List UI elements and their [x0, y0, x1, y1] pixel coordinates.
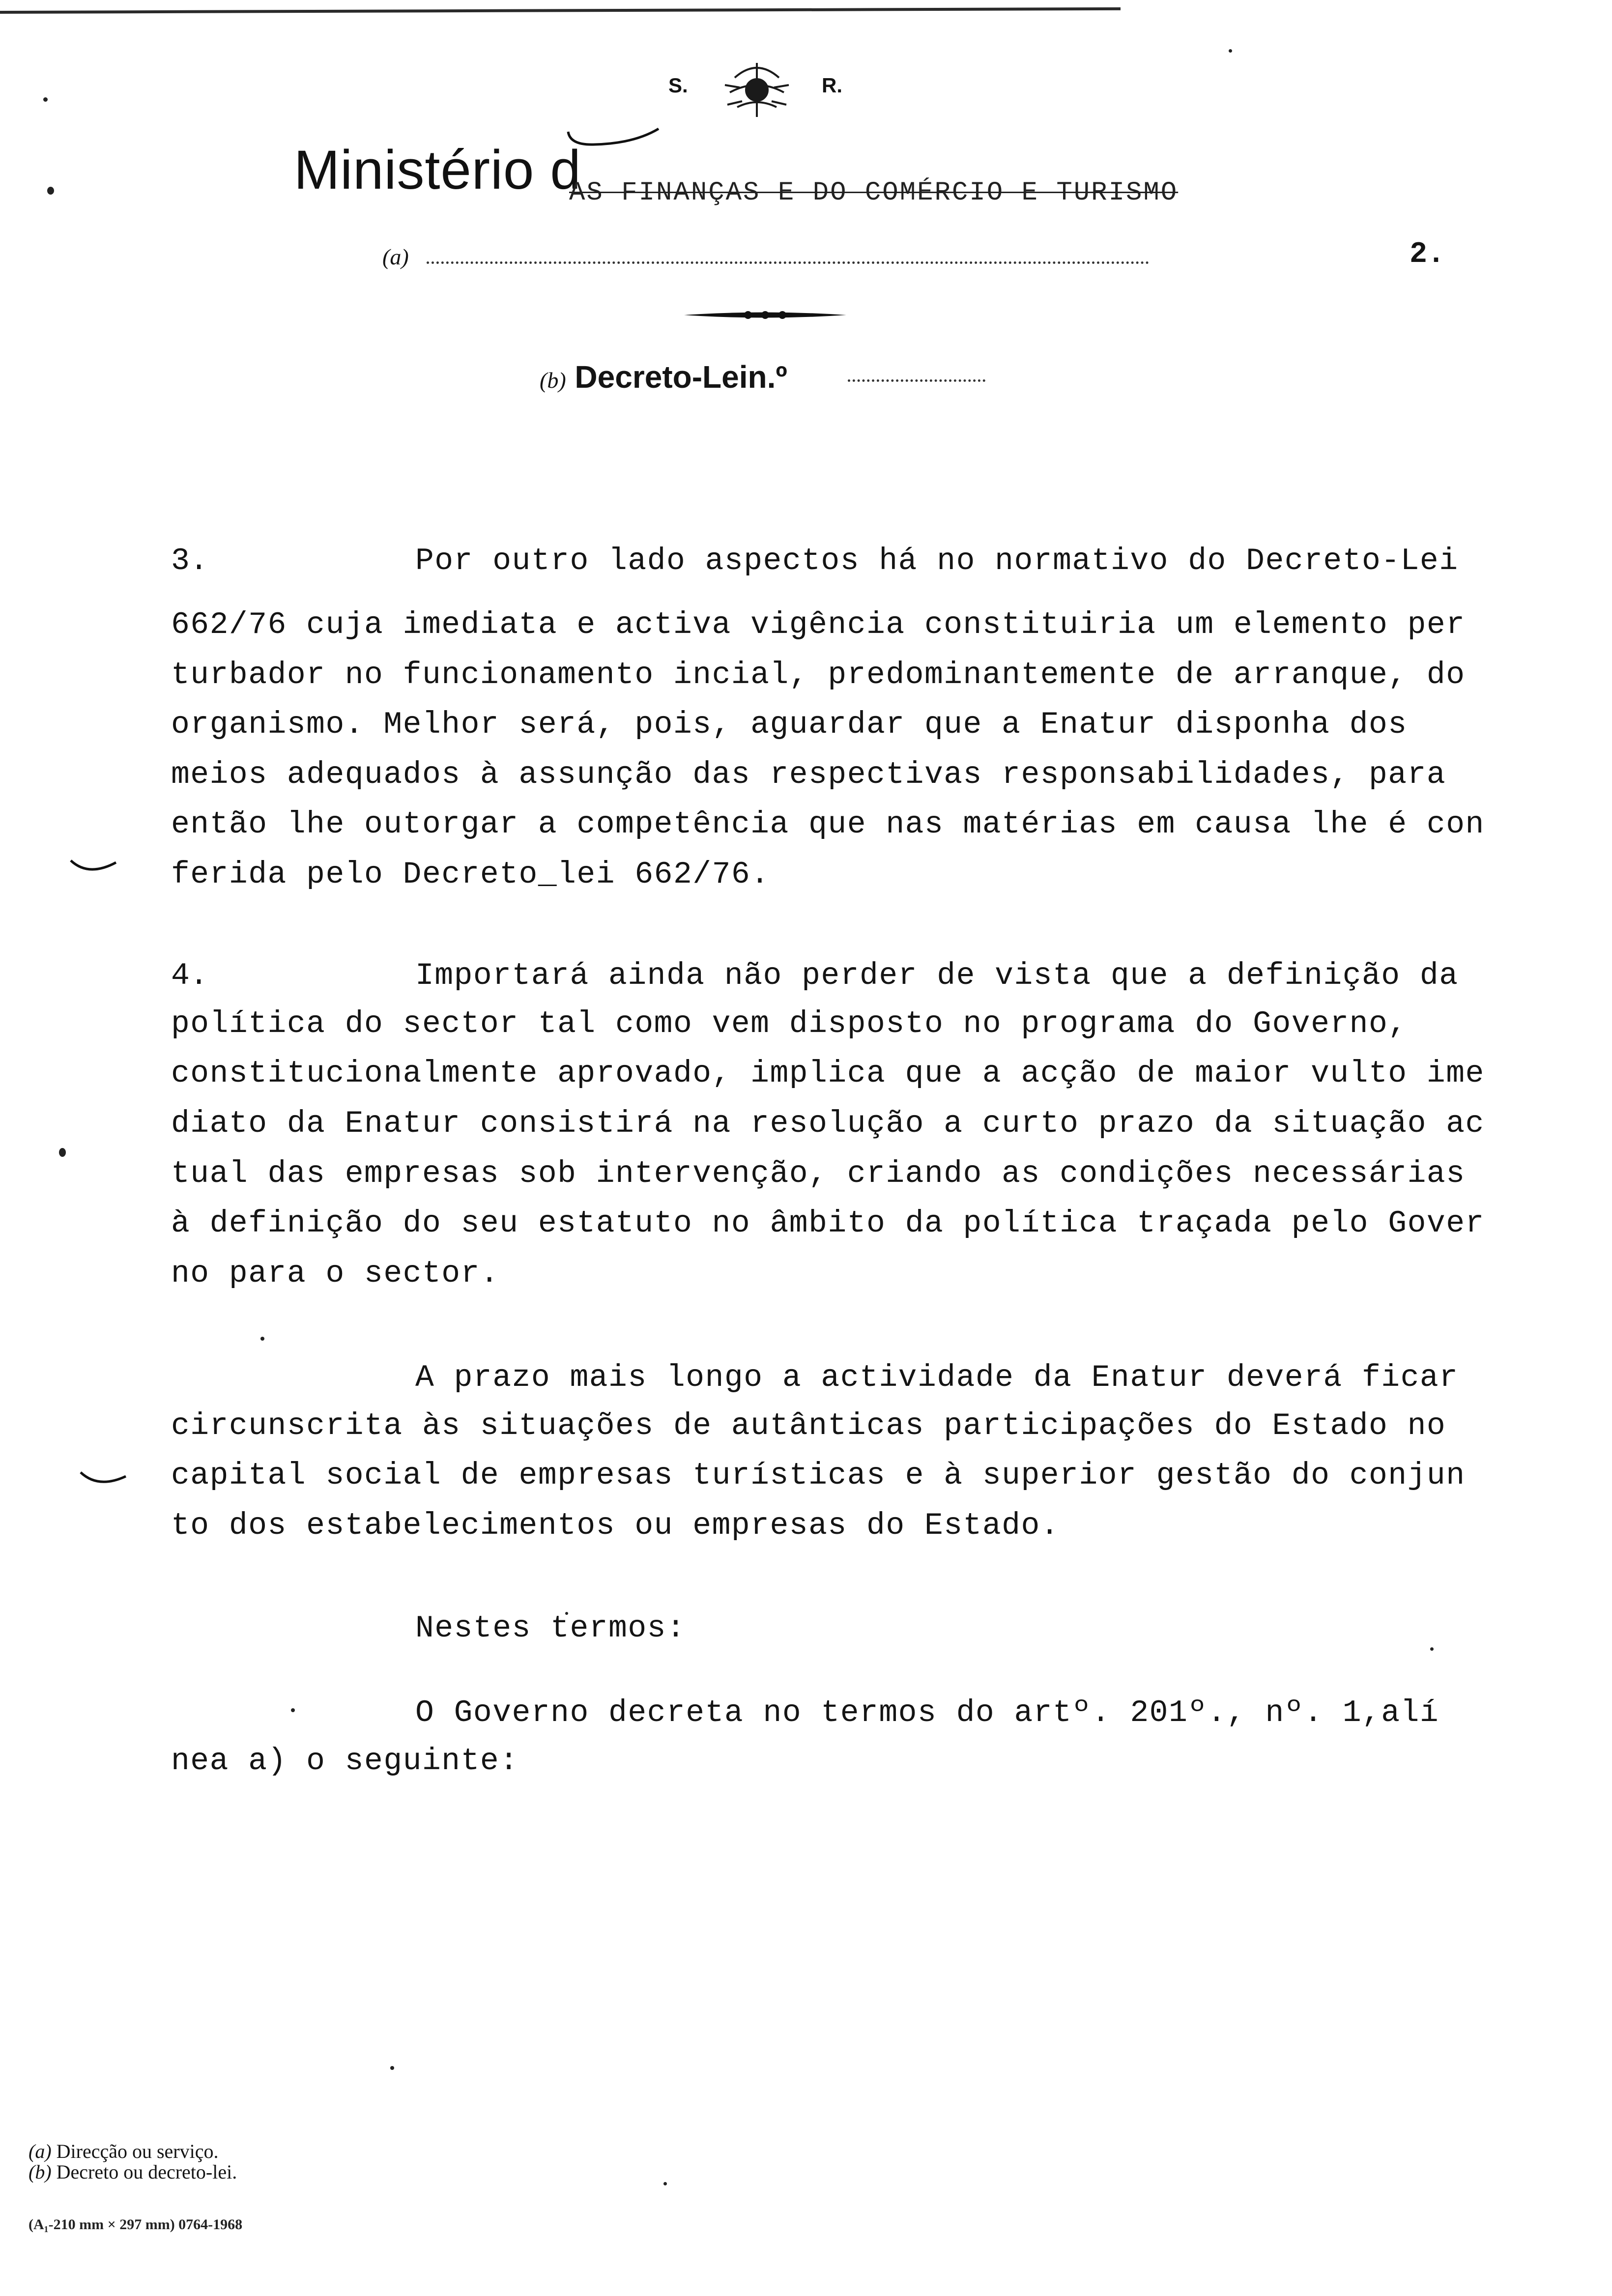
scan-speck: [390, 2066, 394, 2070]
terms-heading: Nestes termos:: [415, 1611, 686, 1646]
footnote-b-text: Decreto ou decreto-lei.: [56, 2161, 237, 2183]
paragraph-4-number: 4.: [171, 958, 208, 993]
scan-speck: [47, 187, 54, 195]
paragraph-5-line: to dos estabelecimentos ou empresas do Estado.: [171, 1508, 1060, 1543]
form-code: (A₁-210 mm × 297 mm) 0764-1968: [29, 2216, 243, 2233]
paragraph-5-line: A prazo mais longo a actividade da Enatur deverá ficar: [415, 1360, 1459, 1395]
scan-speck: [291, 1708, 295, 1712]
margin-bracket-mark: [79, 1469, 128, 1492]
paragraph-4-line: tual das empresas sob intervenção, criando as condições necessárias: [171, 1156, 1466, 1191]
scan-speck: [59, 1148, 66, 1157]
footnote-b: [29, 2162, 237, 2182]
paragraph-4-line: no para o sector.: [171, 1256, 500, 1291]
scan-speck: [1430, 1647, 1434, 1651]
ministry-title: Ministério d: [294, 139, 581, 201]
scan-speck: [260, 1337, 264, 1341]
top-edge-rule: [0, 7, 1121, 14]
decree-number-line: [848, 379, 985, 382]
paragraph-3-line: então lhe outorgar a competência que nas matérias em causa lhe é con: [171, 807, 1485, 842]
scan-speck: [1229, 49, 1232, 53]
page-number: 2.: [1410, 238, 1445, 271]
margin-bracket-mark: [69, 858, 118, 880]
footnote-a-text: Direcção ou serviço.: [56, 2140, 219, 2162]
paragraph-4-line: à definição do seu estatuto no âmbito da política traçada pelo Gover: [171, 1206, 1485, 1241]
paragraph-4-line: constitucionalmente aprovado, implica que a acção de maior vulto ime: [171, 1056, 1485, 1091]
paragraph-3-line: 662/76 cuja imediata e activa vigência constituiria um elemento per: [171, 607, 1466, 642]
scan-speck: [43, 97, 48, 102]
decree-clause-line: O Governo decreta no termos do artº. 201º., nº. 1,alí: [415, 1695, 1439, 1730]
paragraph-3-number: 3.: [171, 544, 208, 578]
header-letter-r: R.: [822, 74, 842, 97]
paragraph-4-line: política do sector tal como vem disposto no programa do Governo,: [171, 1006, 1408, 1041]
paragraph-5-line: capital social de empresas turísticas e à superior gestão do conjun: [171, 1458, 1466, 1493]
paragraph-3-line: Por outro lado aspectos há no normativo do Decreto-Lei: [415, 544, 1459, 578]
ornamental-rule-icon: [684, 308, 846, 325]
decree-label: [540, 359, 787, 395]
paragraph-4-line: Importará ainda não perder de vista que a definição da: [415, 958, 1459, 993]
header-letter-s: S.: [668, 74, 688, 97]
decree-clause-line: nea a) o seguinte:: [171, 1744, 519, 1779]
field-a-label: (a): [382, 244, 409, 269]
decree-label-b: (b): [540, 368, 566, 393]
field-a-line: [427, 252, 1149, 264]
footnote-a-mark: (a): [29, 2140, 52, 2162]
coat-of-arms-icon: [715, 58, 799, 124]
paragraph-3-line: turbador no funcionamento incial, predominantemente de arranque, do: [171, 658, 1466, 692]
footnote-b-mark: (b): [29, 2161, 52, 2183]
scan-speck: [663, 2182, 667, 2185]
ministry-name: AS FINANÇAS E DO COMÉRCIO E TURISMO: [569, 178, 1179, 208]
decree-label-text: Decreto-Lein.º: [575, 359, 787, 395]
paragraph-3-line: ferida pelo Decreto_lei 662/76.: [171, 857, 770, 892]
footnote-a: [29, 2142, 218, 2161]
paragraph-3-line: meios adequados à assunção das respectivas responsabilidades, para: [171, 757, 1446, 792]
paragraph-5-line: circunscrita às situações de autânticas participações do Estado no: [171, 1408, 1446, 1443]
paragraph-4-line: diato da Enatur consistirá na resolução a curto prazo da situação ac: [171, 1106, 1485, 1141]
paragraph-3-line: organismo. Melhor será, pois, aguardar que a Enatur disponha dos: [171, 707, 1408, 742]
